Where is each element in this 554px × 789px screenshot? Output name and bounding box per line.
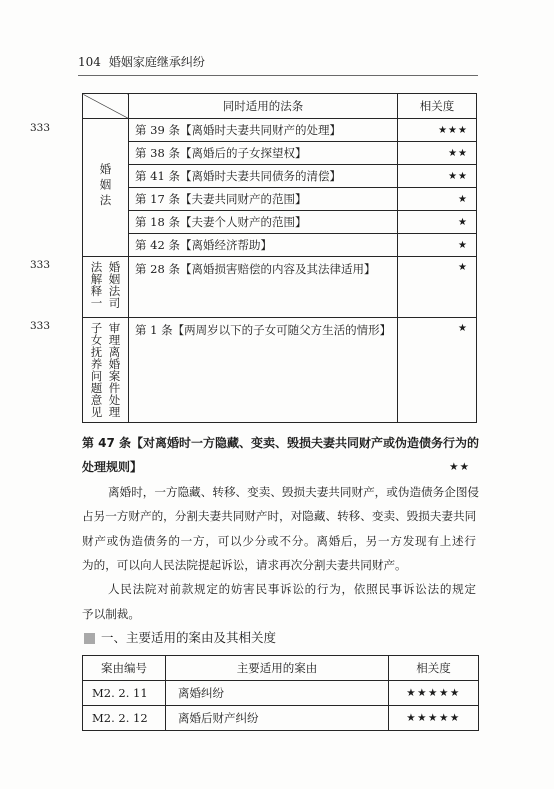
statute-article: 第 39 条【离婚时夫妻共同财产的处理】 xyxy=(129,119,398,142)
cause-name: 离婚纠纷 xyxy=(166,681,389,706)
statute-article: 第 38 条【离婚后的子女探望权】 xyxy=(129,142,398,165)
margin-note: 333 xyxy=(30,259,51,271)
relevance-stars: ★ xyxy=(398,318,477,423)
paragraph-line: 为的，可以向人民法院提起诉讼，请求再次分割夫妻共同财产。 xyxy=(82,557,407,572)
source-label: 审理离婚案件处理子女抚养问题意见 xyxy=(89,321,122,418)
cause-code: M2. 2. 11 xyxy=(83,681,166,706)
section-title: 一、主要适用的案由及其相关度 xyxy=(101,630,277,646)
table-row xyxy=(83,706,479,731)
cause-name-header: 主要适用的案由 xyxy=(166,656,389,681)
statutes-column-header: 同时适用的法条 xyxy=(129,94,398,119)
header-rule xyxy=(78,75,478,76)
source-label: 婚姻法 xyxy=(98,162,113,210)
relevance-stars: ★ xyxy=(398,234,477,257)
article-title-row xyxy=(82,455,476,479)
article-title-line: 处理规则】 xyxy=(82,460,143,475)
relevance-stars: ★★ xyxy=(398,142,477,165)
source-label: 婚姻法司法解释一 xyxy=(89,261,122,309)
running-head xyxy=(78,54,205,70)
table-row xyxy=(83,318,477,423)
cause-name: 离婚后财产纠纷 xyxy=(166,706,389,731)
relevance-stars: ★ xyxy=(398,257,477,318)
statute-article: 第 18 条【夫妻个人财产的范围】 xyxy=(129,211,398,234)
paragraph-line: 离婚时，一方隐藏、转移、变卖、毁损夫妻共同财产，或伪造债务企图侵 xyxy=(108,484,480,499)
square-bullet-icon xyxy=(84,633,95,644)
article-block xyxy=(82,431,480,651)
statute-article: 第 17 条【夫妻共同财产的范围】 xyxy=(129,188,398,211)
cause-code-header: 案由编号 xyxy=(83,656,166,681)
book-title: 婚姻家庭继承纠纷 xyxy=(108,55,205,69)
statute-article: 第 41 条【离婚时夫妻共同债务的清偿】 xyxy=(129,165,398,188)
relevance-stars: ★ xyxy=(398,188,477,211)
related-statutes-table xyxy=(82,93,477,423)
paragraph-line: 财产或伪造债务的一方，可以少分或不分。离婚后，另一方发现有上述行 xyxy=(82,533,476,548)
table-row xyxy=(83,234,477,257)
statute-article: 第 42 条【离婚经济帮助】 xyxy=(129,234,398,257)
source-cell xyxy=(83,257,129,318)
source-cell xyxy=(83,318,129,423)
table-row xyxy=(83,119,477,142)
relevance-stars: ★★★★★ xyxy=(389,681,479,706)
table-header-row xyxy=(83,94,477,119)
article-title-line: 第 47 条【对离婚时一方隐藏、变卖、毁损夫妻共同财产或伪造债务行为的 xyxy=(82,436,480,450)
relevance-column-header: 相关度 xyxy=(398,94,477,119)
table-row xyxy=(83,211,477,234)
relevance-stars: ★★★★★ xyxy=(389,706,479,731)
paragraph-line: 人民法院对前款规定的妨害民事诉讼的行为，依照民事诉讼法的规定 xyxy=(108,582,476,597)
table-row xyxy=(83,165,477,188)
margin-note: 333 xyxy=(30,122,51,134)
table-header-row xyxy=(83,656,479,681)
paragraph-line: 予以制裁。 xyxy=(82,606,140,621)
relevance-stars: ★★ xyxy=(398,165,477,188)
table-row xyxy=(83,188,477,211)
page-number: 104 xyxy=(78,55,101,69)
cause-code: M2. 2. 12 xyxy=(83,706,166,731)
paragraph-line: 占另一方财产的，分割夫妻共同财产时，对隐藏、转移、变卖、毁损夫妻共同 xyxy=(82,509,477,524)
causes-table xyxy=(82,655,479,731)
statute-article: 第 28 条【离婚损害赔偿的内容及其法律适用】 xyxy=(129,257,398,318)
relevance-header: 相关度 xyxy=(389,656,479,681)
header-diagonal-cell xyxy=(83,94,129,119)
relevance-stars: ★ xyxy=(398,211,477,234)
section-heading xyxy=(82,626,476,650)
margin-note: 333 xyxy=(30,320,51,332)
article-relevance-stars: ★★ xyxy=(449,461,470,474)
relevance-stars: ★★★ xyxy=(398,119,477,142)
table-row xyxy=(83,681,479,706)
table-row xyxy=(83,257,477,318)
source-cell xyxy=(83,119,129,257)
table-row xyxy=(83,142,477,165)
statute-article: 第 1 条【两周岁以下的子女可随父方生活的情形】 xyxy=(129,318,398,423)
